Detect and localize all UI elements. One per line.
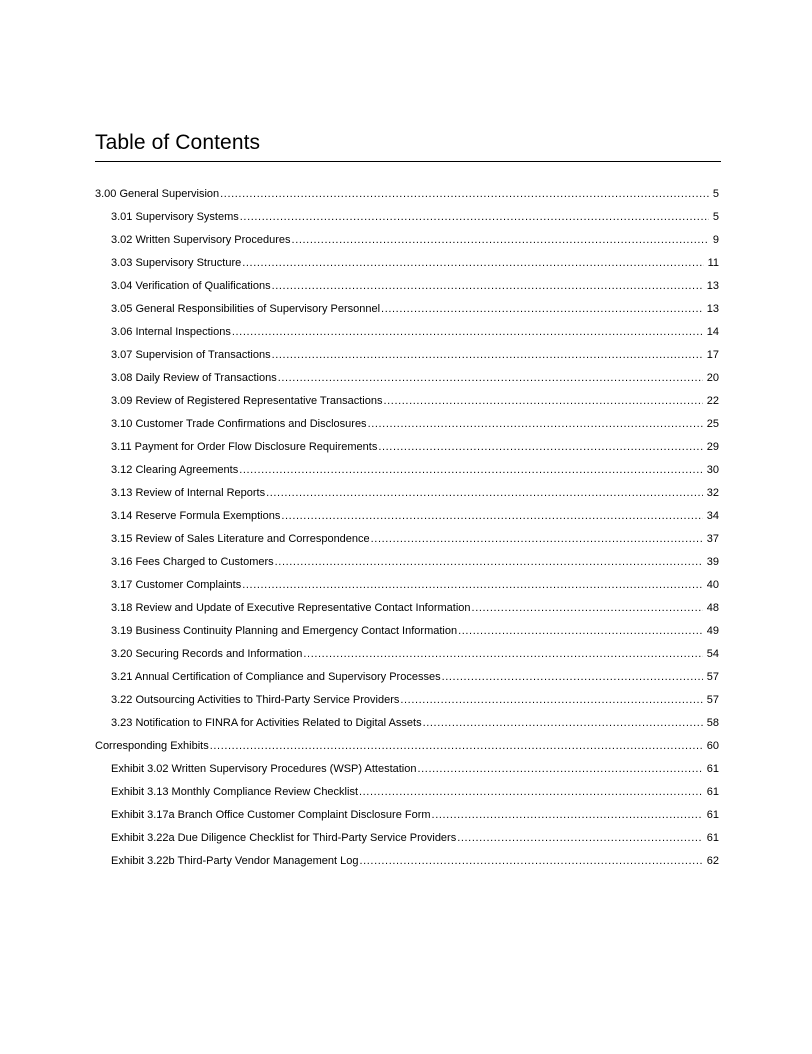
toc-entry-page-number[interactable]: 13 <box>706 280 719 292</box>
toc-entry-label[interactable]: 3.04 Verification of Qualifications <box>111 280 271 292</box>
toc-entry-label[interactable]: 3.08 Daily Review of Transactions <box>111 372 277 384</box>
toc-dot-leader <box>303 646 702 662</box>
toc-entry-page-number[interactable]: 32 <box>706 487 719 499</box>
toc-entry[interactable] <box>95 616 719 639</box>
toc-entry-label[interactable]: 3.20 Securing Records and Information <box>111 648 303 660</box>
toc-entry-label[interactable]: 3.13 Review of Internal Reports <box>111 487 266 499</box>
toc-entry-page-number[interactable]: 39 <box>706 556 719 568</box>
toc-entry-page-number[interactable]: 61 <box>706 786 719 798</box>
toc-entry-page-number[interactable]: 61 <box>706 763 719 775</box>
toc-entry-label[interactable]: 3.22 Outsourcing Activities to Third-Party Service Providers <box>111 694 400 706</box>
toc-entry[interactable] <box>95 731 719 754</box>
toc-dot-leader <box>210 738 703 754</box>
toc-entry[interactable] <box>95 593 719 616</box>
toc-entry-page-number[interactable]: 9 <box>712 234 719 246</box>
toc-entry-page-number[interactable]: 58 <box>706 717 719 729</box>
toc-entry[interactable] <box>95 340 719 363</box>
toc-entry-page-number[interactable]: 57 <box>706 694 719 706</box>
toc-dot-leader <box>239 462 703 478</box>
toc-entry[interactable] <box>95 685 719 708</box>
toc-dot-leader <box>359 853 702 869</box>
toc-entry-label[interactable]: 3.01 Supervisory Systems <box>111 211 239 223</box>
toc-entry-label[interactable]: Exhibit 3.22b Third-Party Vendor Management Log <box>111 855 359 867</box>
toc-entry-label[interactable]: Exhibit 3.17a Branch Office Customer Complaint Disclosure Form <box>111 809 431 821</box>
toc-entry[interactable] <box>95 846 719 869</box>
toc-entry-label[interactable]: Exhibit 3.22a Due Diligence Checklist for Third-Party Service Providers <box>111 832 457 844</box>
toc-entry-page-number[interactable]: 54 <box>706 648 719 660</box>
toc-entry[interactable] <box>95 823 719 846</box>
toc-dot-leader <box>266 485 703 501</box>
toc-entry[interactable] <box>95 639 719 662</box>
toc-entry-page-number[interactable]: 13 <box>706 303 719 315</box>
toc-entry-page-number[interactable]: 30 <box>706 464 719 476</box>
toc-entry-label[interactable]: 3.16 Fees Charged to Customers <box>111 556 274 568</box>
toc-entry[interactable] <box>95 386 719 409</box>
toc-dot-leader <box>292 232 709 248</box>
toc-entry-page-number[interactable]: 62 <box>706 855 719 867</box>
toc-entry-page-number[interactable]: 40 <box>706 579 719 591</box>
toc-entry[interactable] <box>95 225 719 248</box>
toc-entry-label[interactable]: Exhibit 3.13 Monthly Compliance Review Checklist <box>111 786 358 798</box>
toc-entry[interactable] <box>95 800 719 823</box>
toc-dot-leader <box>383 393 702 409</box>
toc-entry-page-number[interactable]: 29 <box>706 441 719 453</box>
toc-entry[interactable] <box>95 662 719 685</box>
toc-dot-leader <box>359 784 703 800</box>
toc-entry-page-number[interactable]: 22 <box>706 395 719 407</box>
toc-entry-page-number[interactable]: 20 <box>706 372 719 384</box>
page-title: Table of Contents <box>95 131 261 154</box>
toc-entry[interactable] <box>95 754 719 777</box>
toc-dot-leader <box>371 531 703 547</box>
toc-entry-label[interactable]: 3.05 General Responsibilities of Supervisory Personnel <box>111 303 381 315</box>
toc-entry-label[interactable]: 3.19 Business Continuity Planning and Emergency Contact Information <box>111 625 458 637</box>
toc-entry-page-number[interactable]: 11 <box>707 257 719 269</box>
toc-entry-page-number[interactable]: 5 <box>712 211 719 223</box>
toc-entry[interactable] <box>95 432 719 455</box>
toc-entry-page-number[interactable]: 61 <box>706 832 719 844</box>
toc-entry-label[interactable]: 3.06 Internal Inspections <box>111 326 231 338</box>
toc-dot-leader <box>472 600 703 616</box>
toc-entry-page-number[interactable]: 37 <box>706 533 719 545</box>
toc-entry-label[interactable]: Exhibit 3.02 Written Supervisory Procedures (WSP) Attestation <box>111 763 417 775</box>
toc-entry[interactable] <box>95 524 719 547</box>
toc-entry-page-number[interactable]: 17 <box>706 349 719 361</box>
toc-dot-leader <box>457 830 703 846</box>
toc-entry-page-number[interactable]: 5 <box>712 188 719 200</box>
toc-dot-leader <box>458 623 703 639</box>
toc-dot-leader <box>378 439 702 455</box>
toc-dot-leader <box>240 209 709 225</box>
toc-entry-label[interactable]: 3.14 Reserve Formula Exemptions <box>111 510 281 522</box>
toc-entry-label[interactable]: Corresponding Exhibits <box>95 740 209 752</box>
toc-entry-label[interactable]: 3.23 Notification to FINRA for Activities Related to Digital Assets <box>111 717 422 729</box>
toc-entry-page-number[interactable]: 61 <box>706 809 719 821</box>
toc-entry-label[interactable]: 3.09 Review of Registered Representative Transactions <box>111 395 383 407</box>
toc-entry[interactable] <box>95 409 719 432</box>
toc-entry-page-number[interactable]: 34 <box>706 510 719 522</box>
toc-entry[interactable] <box>95 455 719 478</box>
toc-entry-label[interactable]: 3.18 Review and Update of Executive Representative Contact Information <box>111 602 471 614</box>
toc-entry-label[interactable]: 3.17 Customer Complaints <box>111 579 242 591</box>
toc-entry[interactable] <box>95 317 719 340</box>
toc-dot-leader <box>220 186 709 202</box>
toc-entry[interactable] <box>95 478 719 501</box>
toc-dot-leader <box>423 715 703 731</box>
toc-entry-page-number[interactable]: 49 <box>706 625 719 637</box>
toc-dot-leader <box>272 347 703 363</box>
toc-dot-leader <box>417 761 702 777</box>
toc-entry-page-number[interactable]: 25 <box>706 418 719 430</box>
toc-dot-leader <box>381 301 703 317</box>
toc-entry-page-number[interactable]: 14 <box>706 326 719 338</box>
toc-entry-page-number[interactable]: 57 <box>706 671 719 683</box>
toc-dot-leader <box>432 807 703 823</box>
toc-entry[interactable] <box>95 363 719 386</box>
toc-entry-label[interactable]: 3.07 Supervision of Transactions <box>111 349 271 361</box>
toc-dot-leader <box>232 324 703 340</box>
toc-entry-label[interactable]: 3.15 Review of Sales Literature and Correspondence <box>111 533 370 545</box>
toc-entry-label[interactable]: 3.03 Supervisory Structure <box>111 257 242 269</box>
toc-dot-leader <box>242 577 703 593</box>
toc-entry-label[interactable]: 3.21 Annual Certification of Compliance and Supervisory Processes <box>111 671 441 683</box>
toc-dot-leader <box>275 554 703 570</box>
toc-entry-page-number[interactable]: 60 <box>706 740 719 752</box>
title-divider <box>95 161 721 162</box>
toc-entry[interactable] <box>95 294 719 317</box>
toc-entry-label[interactable]: 3.00 General Supervision <box>95 188 220 200</box>
toc-list <box>95 179 719 869</box>
toc-dot-leader <box>242 255 703 271</box>
toc-dot-leader <box>368 416 703 432</box>
toc-dot-leader <box>400 692 702 708</box>
toc-entry-label[interactable]: 3.02 Written Supervisory Procedures <box>111 234 291 246</box>
toc-dot-leader <box>278 370 703 386</box>
toc-entry-label[interactable]: 3.12 Clearing Agreements <box>111 464 239 476</box>
toc-entry[interactable] <box>95 202 719 225</box>
toc-entry[interactable] <box>95 501 719 524</box>
toc-dot-leader <box>272 278 703 294</box>
toc-entry[interactable] <box>95 777 719 800</box>
toc-dot-leader <box>442 669 703 685</box>
toc-entry[interactable] <box>95 248 719 271</box>
toc-entry[interactable] <box>95 708 719 731</box>
toc-entry[interactable] <box>95 570 719 593</box>
toc-entry[interactable] <box>95 547 719 570</box>
toc-dot-leader <box>281 508 702 524</box>
toc-entry-label[interactable]: 3.10 Customer Trade Confirmations and Disclosures <box>111 418 367 430</box>
toc-entry-label[interactable]: 3.11 Payment for Order Flow Disclosure Requirements <box>111 441 378 453</box>
toc-entry-page-number[interactable]: 48 <box>706 602 719 614</box>
toc-entry[interactable] <box>95 179 719 202</box>
toc-entry[interactable] <box>95 271 719 294</box>
